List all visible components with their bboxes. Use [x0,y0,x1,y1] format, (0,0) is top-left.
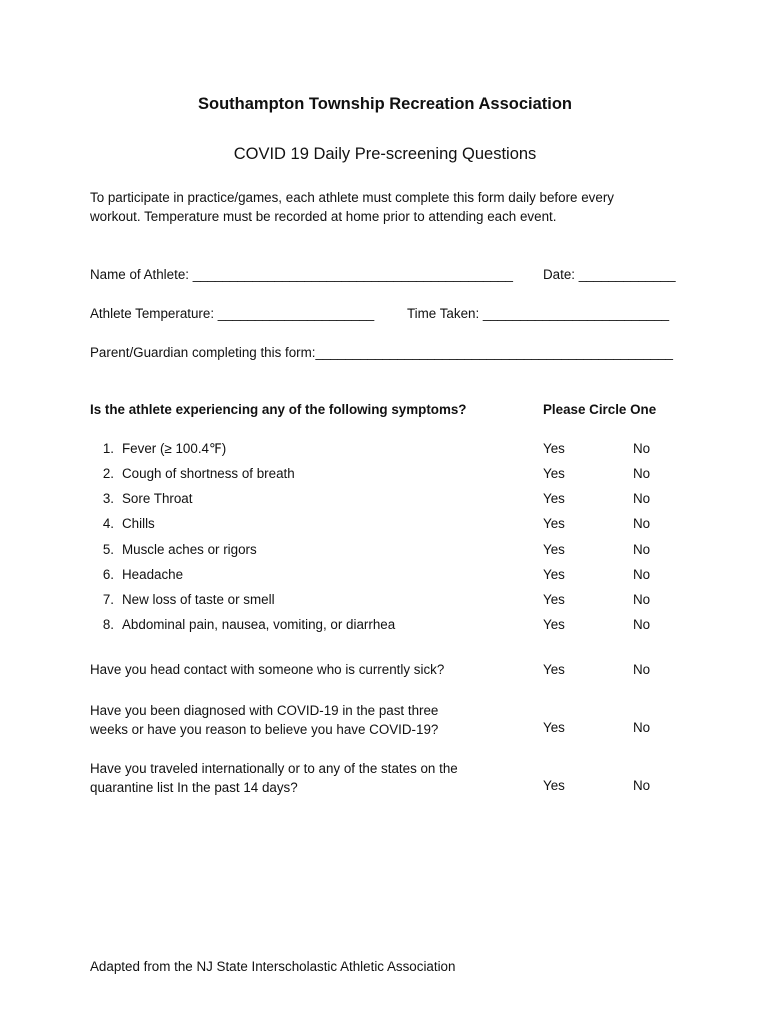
yes-option[interactable]: Yes [543,617,565,632]
symptom-label: Muscle aches or rigors [122,542,257,557]
symptom-number: 6. [102,567,114,582]
symptom-number: 5. [102,542,114,557]
symptom-number: 3. [102,491,114,506]
yes-option[interactable]: Yes [543,516,565,531]
symptom-label: Cough of shortness of breath [122,466,295,481]
yes-option[interactable]: Yes [543,662,565,677]
no-option[interactable]: No [633,720,651,735]
symptom-label: Abdominal pain, nausea, vomiting, or diarrhea [122,617,396,632]
guardian-field[interactable]: Parent/Guardian completing this form:________________________________________________ [90,345,673,360]
symptom-item [90,516,155,531]
symptom-item [90,542,257,557]
no-option[interactable]: No [633,567,651,582]
symptom-number: 1. [102,441,114,456]
symptom-item [90,441,226,457]
symptom-item [90,466,295,481]
yes-option[interactable]: Yes [543,592,565,607]
no-option[interactable]: No [633,516,651,531]
footer-credit: Adapted from the NJ State Interscholastic Athletic Association [90,959,456,974]
yes-option[interactable]: Yes [543,778,565,793]
symptom-number: 7. [102,592,114,607]
intro-line-2: workout. Temperature must be recorded at home prior to attending each event. [90,209,557,224]
symptom-label: Headache [122,567,184,582]
no-option[interactable]: No [633,592,651,607]
yes-option[interactable]: Yes [543,441,565,456]
question-line: Have you been diagnosed with COVID-19 in the past three [90,703,439,718]
yes-option[interactable]: Yes [543,567,565,582]
symptom-item [90,567,183,582]
symptom-label: Fever (≥ 100.4℉) [122,441,227,456]
date-field[interactable]: Date: _____________ [543,267,676,282]
yes-option[interactable]: Yes [543,466,565,481]
symptom-number: 2. [102,466,114,481]
no-option[interactable]: No [633,662,651,677]
yes-option[interactable]: Yes [543,491,565,506]
intro-line-1: To participate in practice/games, each athlete must complete this form daily before every [90,190,614,205]
athlete-name-field[interactable]: Name of Athlete: ___________________________________________ [90,267,513,282]
page-subtitle: COVID 19 Daily Pre-screening Questions [233,145,537,163]
symptom-label: Sore Throat [122,491,193,506]
symptom-number: 4. [102,516,114,531]
time-taken-field[interactable]: Time Taken: _________________________ [407,306,670,321]
symptom-item [90,617,395,632]
question-line: Have you traveled internationally or to any of the states on the [90,761,458,776]
no-option[interactable]: No [633,466,651,481]
no-option[interactable]: No [633,491,651,506]
question-travel [90,759,458,797]
question-line: quarantine list In the past 14 days? [90,780,298,795]
circle-one-heading: Please Circle One [543,402,657,417]
symptom-label: Chills [122,516,155,531]
no-option[interactable]: No [633,542,651,557]
symptom-item [90,491,192,506]
symptoms-heading: Is the athlete experiencing any of the following symptoms? [90,402,467,417]
no-option[interactable]: No [633,778,651,793]
yes-option[interactable]: Yes [543,720,565,735]
symptom-label: New loss of taste or smell [122,592,275,607]
symptom-number: 8. [102,617,114,632]
symptom-item [90,592,275,607]
page-title: Southampton Township Recreation Association [197,95,573,113]
athlete-temperature-field[interactable]: Athlete Temperature: _____________________ [90,306,375,321]
no-option[interactable]: No [633,441,651,456]
intro-paragraph [90,188,614,226]
question-diagnosed [90,701,438,739]
question-sick-contact: Have you head contact with someone who is currently sick? [90,662,445,677]
no-option[interactable]: No [633,617,651,632]
question-line: weeks or have you reason to believe you have COVID-19? [90,722,439,737]
yes-option[interactable]: Yes [543,542,565,557]
